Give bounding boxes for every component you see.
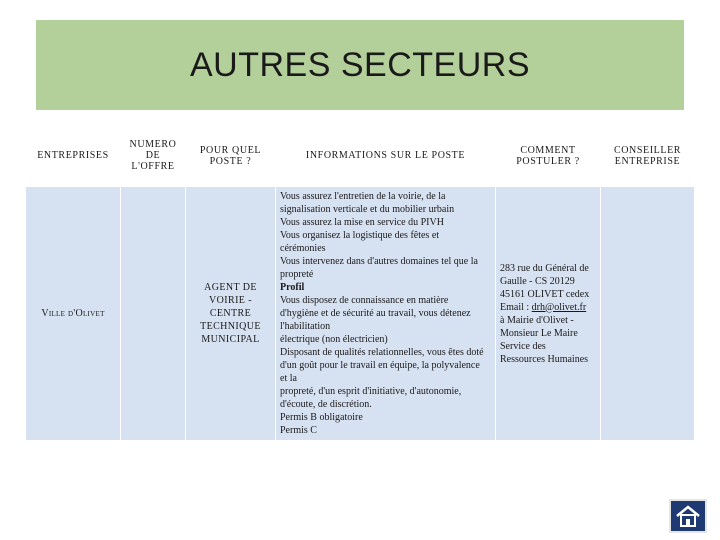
home-button[interactable] [669, 499, 707, 533]
info-description [280, 190, 492, 281]
apply-line: 283 rue du Général de [500, 262, 589, 274]
cell-apply [496, 187, 601, 441]
page-title: AUTRES SECTEURS [190, 45, 530, 84]
header-company: ENTREPRISES [26, 125, 121, 187]
profile-description [280, 294, 492, 437]
apply-recipient [500, 314, 597, 366]
apply-line: 45161 OLIVET cedex [500, 288, 590, 300]
profile-line: Disposant de qualités relationnelles, vous êtes doté [280, 347, 484, 358]
profile-line: d'écoute, de discrétion. [280, 399, 372, 410]
header-advisor: CONSEILLER ENTREPRISE [601, 125, 695, 187]
info-line: Vous assurez l'entretien de la voirie, de la [280, 191, 446, 202]
apply-address [500, 262, 597, 301]
cell-offer-number [121, 187, 186, 441]
header-offer-number: NUMERO DE L'OFFRE [121, 125, 186, 187]
profile-line: l'habilitation [280, 321, 331, 332]
profile-line: propreté, d'un esprit d'initiative, d'autonomie, [280, 386, 462, 397]
cell-post [186, 187, 276, 441]
company-name: Ville d'Olivet [41, 308, 105, 319]
profile-line: Permis C [280, 425, 317, 436]
header-apply: COMMENT POSTULER ? [496, 125, 601, 187]
table-row [26, 187, 695, 441]
header-info: INFORMATIONS SUR LE POSTE [276, 125, 496, 187]
header-post: POUR QUEL POSTE ? [186, 125, 276, 187]
table-header-row [26, 125, 695, 187]
profile-line: d'hygiène et de sécurité au travail, vous détenez [280, 308, 471, 319]
profile-line: Permis B obligatoire [280, 412, 363, 423]
profile-line: et la [280, 373, 297, 384]
title-banner [36, 20, 684, 110]
email-prefix: Email : [500, 301, 532, 313]
info-line: propreté [280, 269, 314, 280]
post-title: AGENT DE VOIRIE - CENTRE TECHNIQUE MUNICIPAL [200, 282, 261, 345]
profile-line: électrique (non électricien) [280, 334, 388, 345]
info-line: Vous organisez la logistique des fêtes et [280, 230, 440, 241]
email-link[interactable]: drh@olivet.fr [531, 301, 587, 313]
cell-company [26, 187, 121, 441]
apply-line: Service des [500, 340, 546, 352]
profile-line: Vous disposez de connaissance en matière [280, 295, 449, 306]
job-offers-table [25, 124, 695, 441]
cell-advisor [601, 187, 695, 441]
cell-info [276, 187, 496, 441]
apply-line: Monsieur Le Maire [500, 327, 578, 339]
apply-line: Gaulle - CS 20129 [500, 275, 575, 287]
home-icon [674, 504, 702, 528]
info-line: signalisation verticale et du mobilier urbain [280, 204, 455, 215]
info-line: Vous intervenez dans d'autres domaines tel que la [280, 256, 478, 267]
profile-line: d'un goût pour le travail en équipe, la polyvalence [280, 360, 480, 371]
profile-label: Profil [280, 282, 305, 293]
apply-line: à Mairie d'Olivet - [500, 314, 574, 326]
info-line: cérémonies [280, 243, 326, 254]
info-line: Vous assurez la mise en service du PIVH [280, 217, 444, 228]
apply-line: Ressources Humaines [500, 353, 589, 365]
apply-email-line [500, 301, 597, 314]
